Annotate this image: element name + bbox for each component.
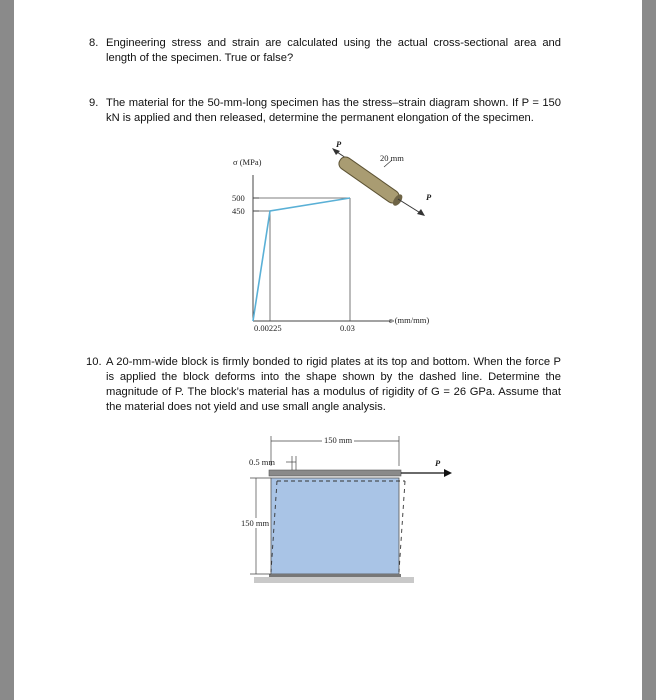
top-plate xyxy=(269,470,401,476)
document-page xyxy=(14,0,642,700)
ground-base xyxy=(254,577,414,583)
x-tick-label-0.00225: 0.00225 xyxy=(254,323,282,333)
deformed-shape-right xyxy=(399,481,405,572)
height-label: 150 mm xyxy=(241,518,270,528)
y-axis-label: σ (MPa) xyxy=(233,157,262,167)
deflection-label: 0.5 mm xyxy=(249,457,275,467)
y-tick-label-500: 500 xyxy=(232,193,245,203)
question-text: Engineering stress and strain are calculated using the actual cross-sectional area and length of the specimen. True or false? xyxy=(106,37,561,64)
shear-block xyxy=(271,478,399,574)
width-label: 150 mm xyxy=(324,435,353,445)
question-number: 10. xyxy=(86,356,102,368)
question-number: 9. xyxy=(89,97,99,109)
x-tick-label-0.03: 0.03 xyxy=(340,323,355,333)
bottom-plate xyxy=(269,574,401,577)
question-text: The material for the 50-mm-long specimen has the stress–strain diagram shown. If P = 150 kN is applied and then released, determine the permanent elongation of the specimen. xyxy=(106,97,561,124)
x-axis-label: ε (mm/mm) xyxy=(389,315,430,325)
y-tick-label-450: 450 xyxy=(232,206,245,216)
specimen-diameter-label: 20 mm xyxy=(380,153,404,163)
load-label-top: P xyxy=(336,139,342,149)
load-label: P xyxy=(435,458,441,468)
load-label-bottom: P xyxy=(426,192,432,202)
question-number: 8. xyxy=(89,37,99,49)
question-text: A 20-mm-wide block is firmly bonded to rigid plates at its top and bottom. When the force P is applied the block deforms into the shape shown by the dashed line. Determine the magnitude of P. The block’s material has a modulus of rigidity of G = 26 GPa. Assume that the material does not yield and use small angle analysis. xyxy=(106,356,561,413)
shear-block-figure xyxy=(14,0,642,700)
